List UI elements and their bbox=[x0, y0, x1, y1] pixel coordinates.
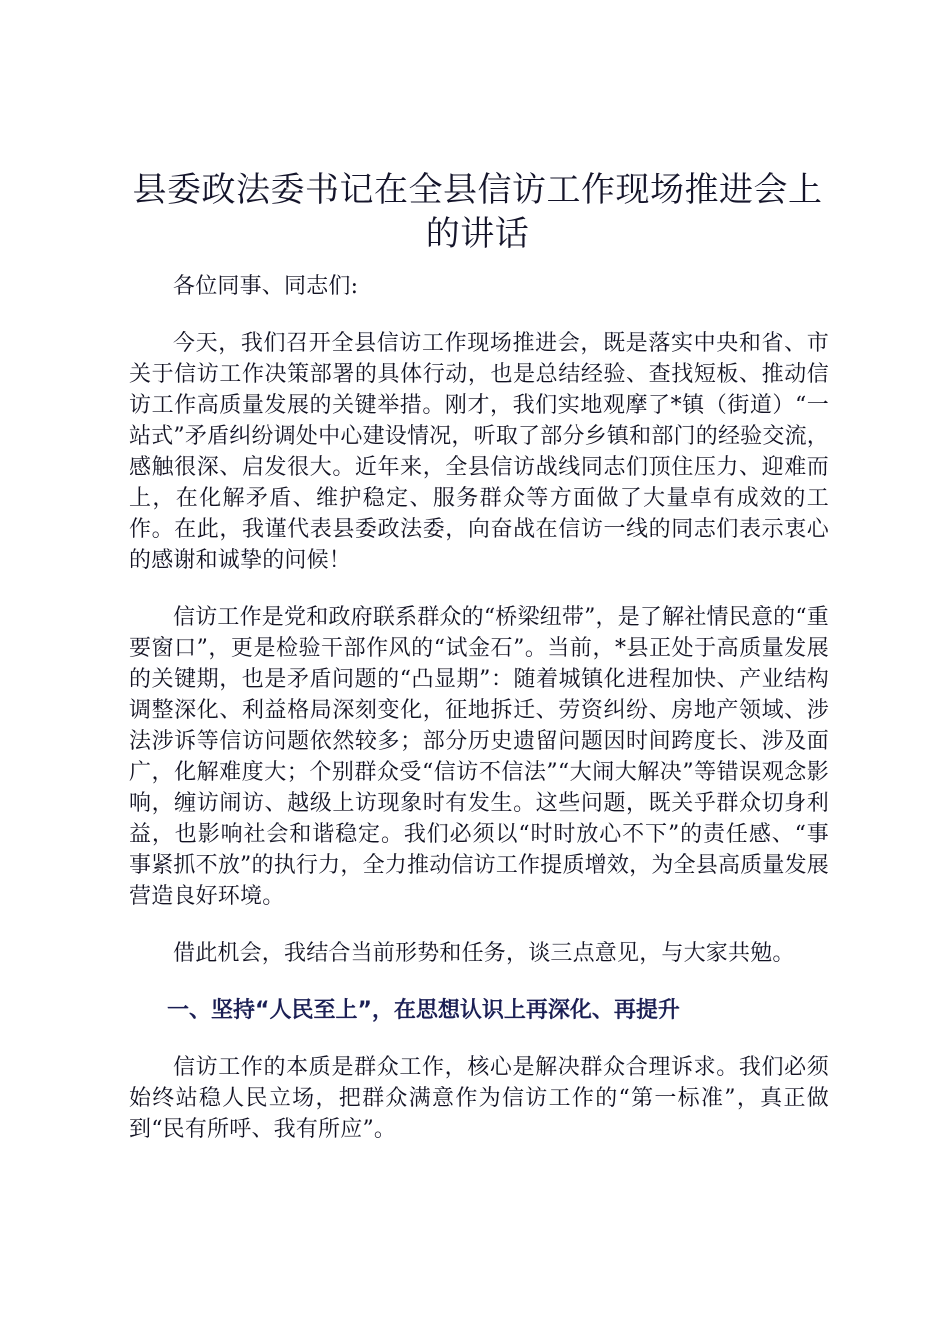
transition-paragraph: 借此机会，我结合当前形势和任务，谈三点意见，与大家共勉。 bbox=[173, 941, 795, 966]
salutation-paragraph: 各位同事、同志们: bbox=[173, 274, 359, 299]
section-1-paragraph: 信访工作的本质是群众工作，核心是解决群众合理诉求。我们必须始终站稳人民立场，把群众满意作为信访工作的“第一标准”，真正做到“民有所呼、我有所应”。 bbox=[129, 1055, 829, 1142]
document-title: 县委政法委书记在全县信访工作现场推进会上的讲话 bbox=[132, 170, 823, 254]
document-body bbox=[129, 271, 829, 1171]
situation-paragraph: 信访工作是党和政府联系群众的“桥梁纽带”，是了解社情民意的“重要窗口”，更是检验干部作风的“试金石”。当前，*县正处于高质量发展的关键期，也是矛盾问题的“凸显期”：随着城镇化进程加快、产业结构调整深化、利益格局深刻变化，征地拆迁、劳资纠纷、房地产领域、涉法涉诉等信访问题依然较多；部分历史遗留问题因时间跨度长、涉及面广，化解难度大；个别群众受“信访不信法”“大闹大解决”等错误观念影响，缠访闹访、越级上访现象时有发生。这些问题，既关乎群众切身利益，也影响社会和谐稳定。我们必须以“时时放心不下”的责任感、“事事紧抓不放”的执行力，全力推动信访工作提质增效，为全县高质量发展营造良好环境。 bbox=[129, 605, 829, 909]
opening-paragraph: 今天，我们召开全县信访工作现场推进会，既是落实中央和省、市关于信访工作决策部署的具体行动，也是总结经验、查找短板、推动信访工作高质量发展的关键举措。刚才，我们实地观摩了*镇（街道）“一站式”矛盾纠纷调处中心建设情况，听取了部分乡镇和部门的经验交流，感触很深、启发很大。近年来，全县信访战线同志们顶住压力、迎难而上，在化解矛盾、维护稳定、服务群众等方面做了大量卓有成效的工作。在此，我谨代表县委政法委，向奋战在信访一线的同志们表示衷心的感谢和诚挚的问候！ bbox=[129, 331, 829, 573]
section-heading-1: 一、坚持“人民至上”，在思想认识上再深化、再提升 bbox=[167, 998, 680, 1023]
